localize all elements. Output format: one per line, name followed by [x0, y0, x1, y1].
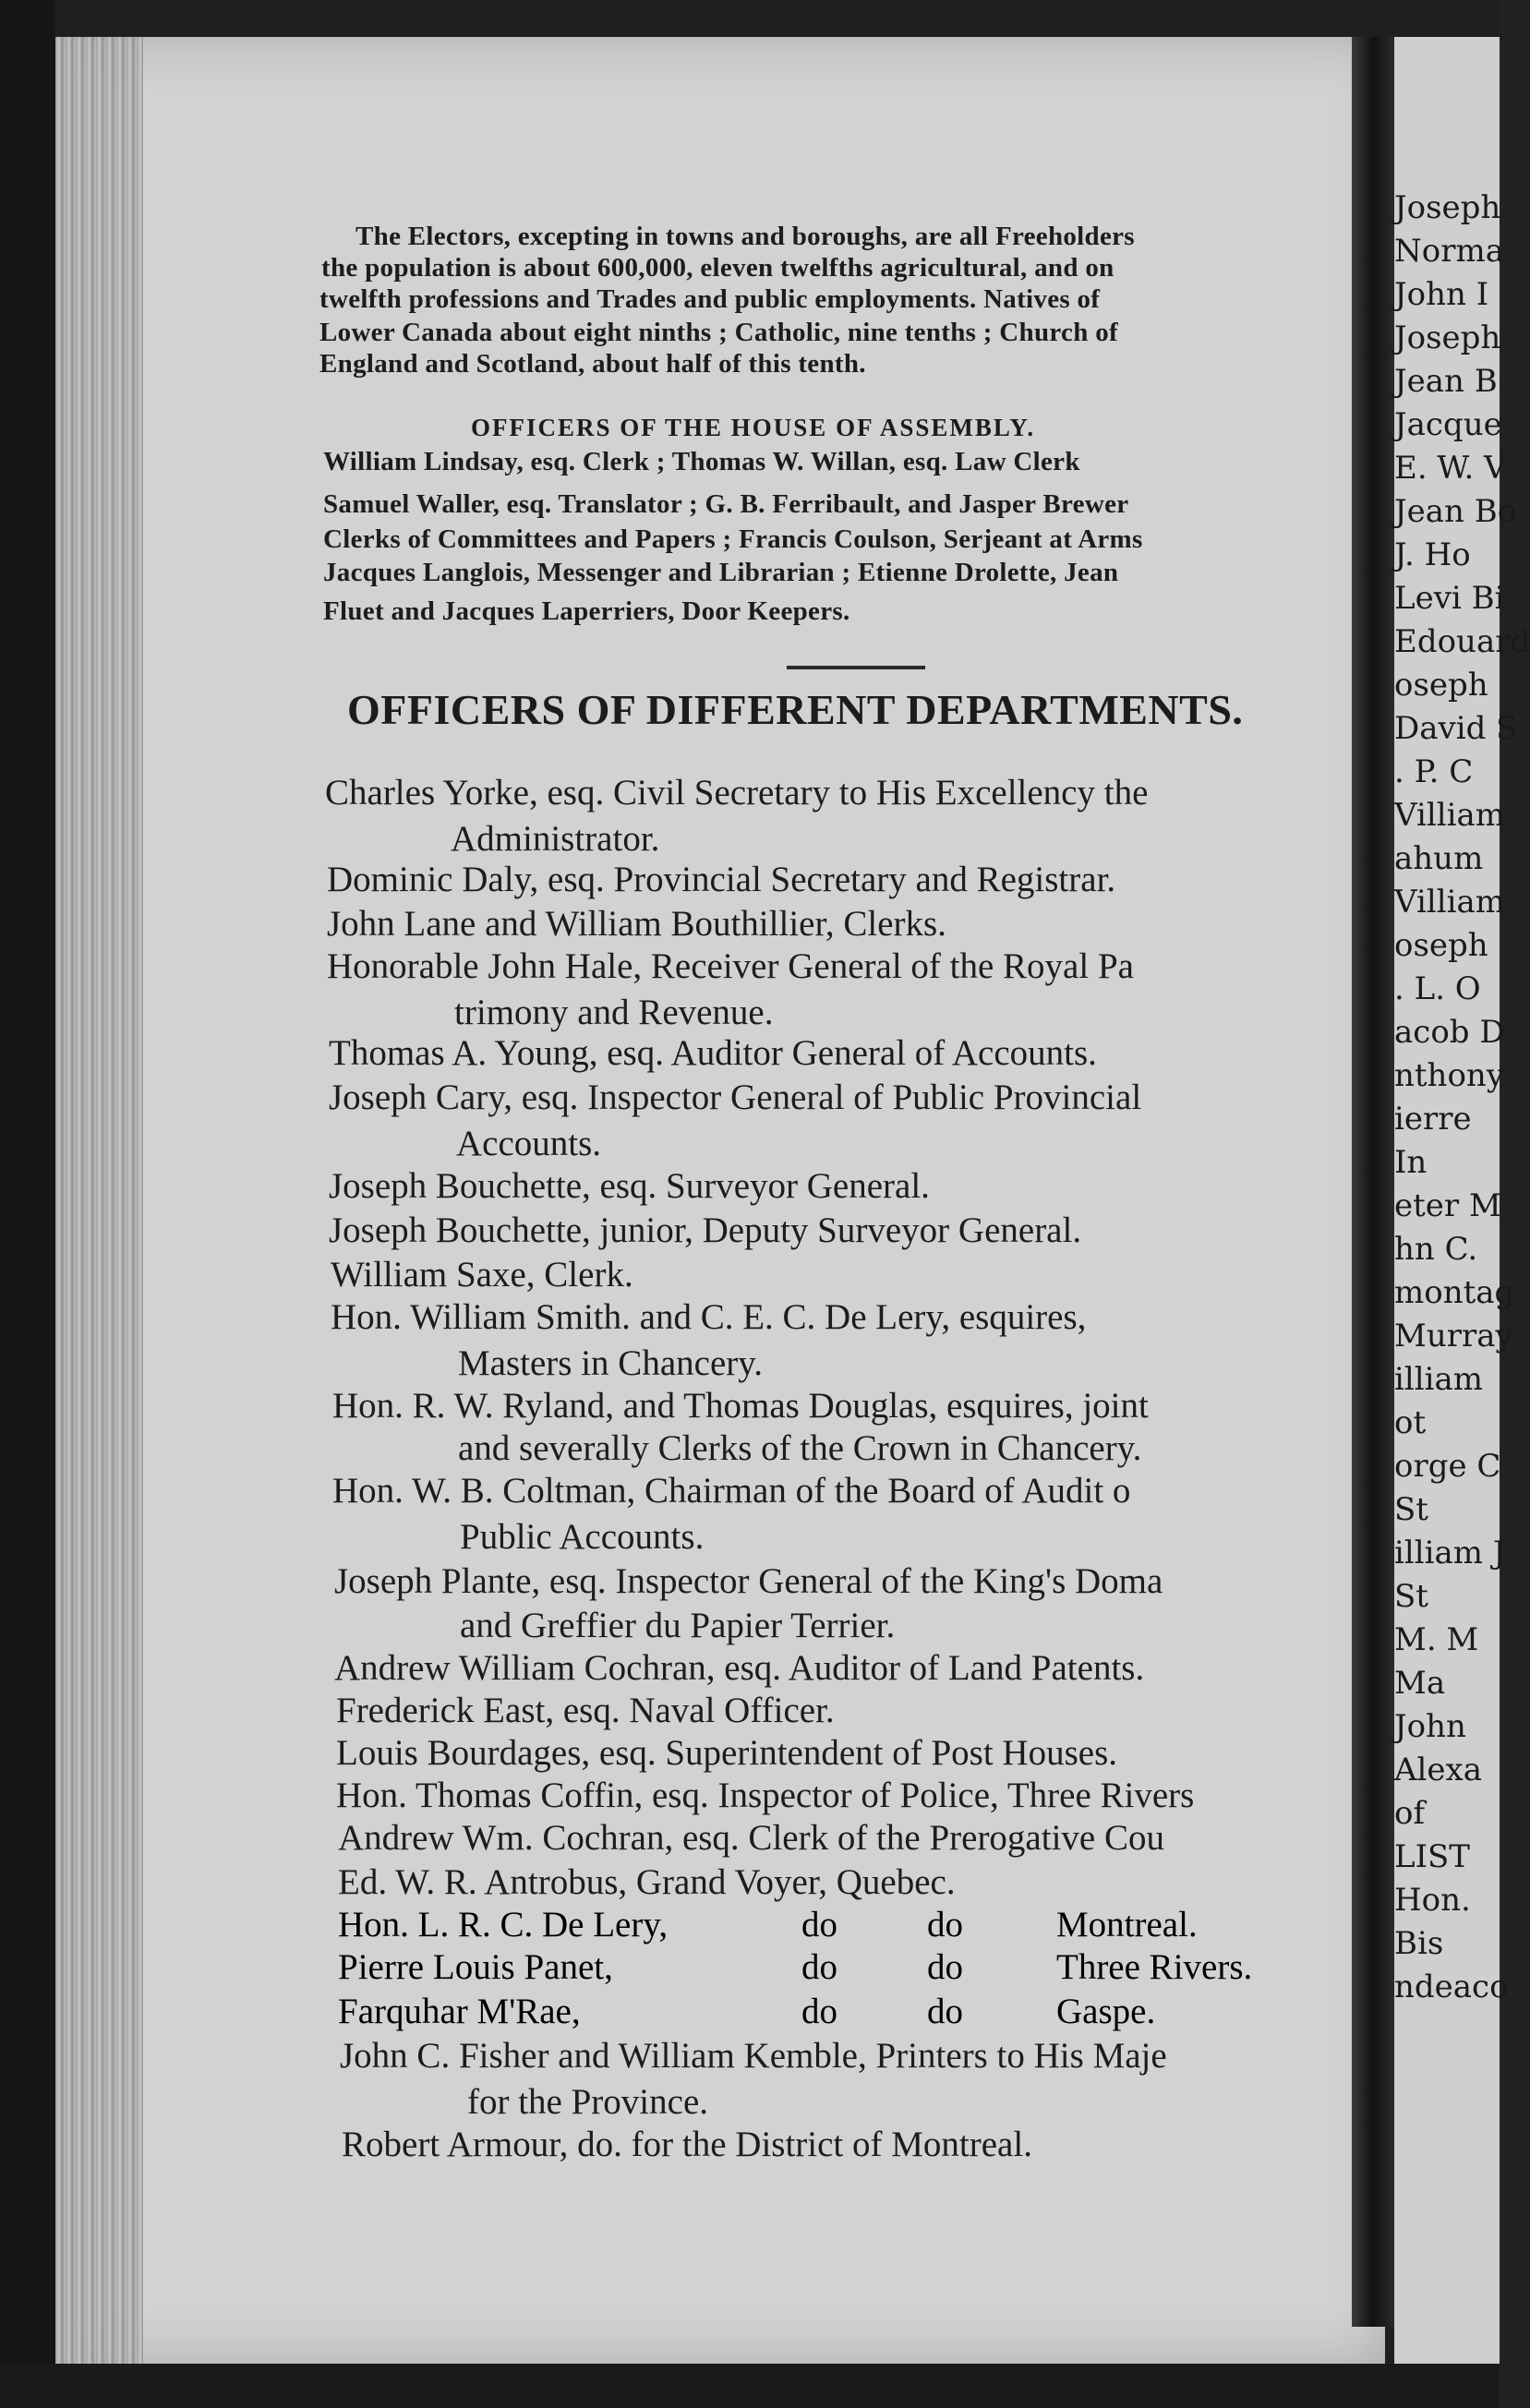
- department-line: Hon. W. B. Coltman, Chairman of the Board of Audit o: [332, 1471, 1131, 1511]
- next-page-fragment: St: [1394, 1578, 1428, 1615]
- department-line: Louis Bourdages, esq. Superintendent of Post Houses.: [336, 1733, 1118, 1773]
- department-line: Frederick East, esq. Naval Officer.: [336, 1691, 835, 1730]
- assembly-line: Clerks of Committees and Papers ; Francis Coulson, Serjeant at Arms: [323, 524, 1143, 554]
- department-line: John Lane and William Bouthillier, Clerks.: [327, 904, 946, 944]
- next-page-fragment: orge C: [1394, 1448, 1501, 1485]
- department-line: Joseph Bouchette, esq. Surveyor General.: [329, 1166, 930, 1206]
- department-line: Accounts.: [456, 1124, 602, 1163]
- next-page-fragment: Joseph: [1394, 189, 1501, 226]
- department-line: Charles Yorke, esq. Civil Secretary to His Excellency the: [325, 773, 1149, 813]
- voyer-place: Montreal.: [1056, 1905, 1198, 1944]
- department-line: Administrator.: [451, 819, 660, 859]
- next-page-fragment: Ma: [1394, 1665, 1446, 1702]
- next-page-fragment: Villiam: [1394, 884, 1505, 921]
- next-page-fragment: oseph: [1394, 667, 1488, 704]
- next-page-fragment: John I: [1394, 276, 1489, 313]
- assembly-line: Fluet and Jacques Laperriers, Door Keepers.: [323, 596, 850, 626]
- next-page-fragment: Villiam: [1394, 797, 1505, 834]
- department-line: trimony and Revenue.: [454, 993, 774, 1032]
- next-page-fragment: illiam: [1394, 1361, 1484, 1398]
- next-page-fragment: Murray: [1394, 1318, 1513, 1354]
- department-line: Andrew William Cochran, esq. Auditor of Land Patents.: [334, 1648, 1145, 1688]
- voyer-do: do: [927, 1947, 963, 1987]
- intro-line: England and Scotland, about half of this tenth.: [319, 349, 866, 379]
- department-line: Joseph Plante, esq. Inspector General of the King's Doma: [334, 1561, 1163, 1601]
- next-page-fragment: oseph: [1394, 927, 1488, 964]
- voyer-do: do: [801, 1905, 837, 1944]
- voyer-place: Three Rivers.: [1056, 1947, 1253, 1987]
- voyer-do: do: [801, 1947, 837, 1987]
- intro-line: the population is about 600,000, eleven twelfths agricultural, and on: [321, 253, 1114, 283]
- intro-line: twelfth professions and Trades and public employments. Natives of: [319, 284, 1101, 314]
- next-page-fragment: Joseph: [1394, 319, 1501, 356]
- next-page-fragment: Jean Bo: [1394, 493, 1517, 530]
- next-page-fragment: . L. O: [1394, 970, 1481, 1007]
- next-page-fragment: Bis: [1394, 1925, 1444, 1962]
- voyer-do: do: [801, 1992, 837, 2031]
- department-line: Hon. William Smith. and C. E. C. De Lery, esquires,: [331, 1297, 1087, 1337]
- next-page-fragment: Norma: [1394, 233, 1504, 270]
- next-page-fragment: ierre: [1394, 1101, 1472, 1138]
- department-line: Masters in Chancery.: [458, 1343, 763, 1383]
- department-line: Andrew Wm. Cochran, esq. Clerk of the Prerogative Cou: [338, 1818, 1164, 1858]
- department-line: Honorable John Hale, Receiver General of the Royal Pa: [327, 946, 1134, 986]
- department-line: Joseph Cary, esq. Inspector General of Public Provincial: [329, 1078, 1142, 1117]
- next-page-fragment: John: [1394, 1708, 1466, 1745]
- department-line: Joseph Bouchette, junior, Deputy Surveyor General.: [329, 1210, 1082, 1250]
- next-page-fragment: nthony: [1394, 1057, 1505, 1094]
- assembly-line: William Lindsay, esq. Clerk ; Thomas W. Willan, esq. Law Clerk: [323, 447, 1080, 476]
- next-page-fragment: ot: [1394, 1404, 1427, 1441]
- closing-line: Robert Armour, do. for the District of Montreal.: [342, 2125, 1032, 2164]
- department-line: Hon. R. W. Ryland, and Thomas Douglas, esquires, joint: [332, 1386, 1149, 1426]
- section-divider: [787, 666, 925, 669]
- intro-line: The Electors, excepting in towns and boroughs, are all Freeholders: [355, 222, 1135, 251]
- assembly-line: Samuel Waller, esq. Translator ; G. B. Ferribault, and Jasper Brewer: [323, 489, 1129, 519]
- voyer-do: do: [927, 1905, 963, 1944]
- next-page-fragment: ahum: [1394, 840, 1484, 877]
- next-page-fragment: of: [1394, 1795, 1426, 1832]
- intro-line: Lower Canada about eight ninths ; Catholic, nine tenths ; Church of: [319, 318, 1118, 347]
- department-line: and Greffier du Papier Terrier.: [460, 1606, 896, 1645]
- assembly-line: Jacques Langlois, Messenger and Librarian ; Etienne Drolette, Jean: [323, 558, 1119, 587]
- department-line: Ed. W. R. Antrobus, Grand Voyer, Quebec.: [338, 1862, 956, 1902]
- next-page-fragment: Levi Bi: [1394, 580, 1505, 617]
- voyer-place: Gaspe.: [1056, 1992, 1156, 2031]
- next-page-fragment: In: [1394, 1144, 1428, 1181]
- next-page-fragment: J. Ho: [1394, 536, 1471, 573]
- department-line: Public Accounts.: [460, 1517, 705, 1557]
- next-page-fragment: David S: [1394, 710, 1518, 747]
- next-page-fragment: illiam J: [1394, 1535, 1506, 1571]
- next-page-fragment: montag: [1394, 1274, 1515, 1311]
- next-page-fragment: Hon.: [1394, 1882, 1471, 1919]
- closing-line: John C. Fisher and William Kemble, Printers to His Maje: [340, 2036, 1167, 2076]
- next-page-fragment: acob D: [1394, 1014, 1505, 1051]
- department-line: and severally Clerks of the Crown in Chancery.: [458, 1428, 1142, 1468]
- voyer-do: do: [927, 1992, 963, 2031]
- next-page-fragment: Edouard: [1394, 623, 1530, 660]
- department-line: Dominic Daly, esq. Provincial Secretary and Registrar.: [327, 860, 1116, 899]
- departments-heading: OFFICERS OF DIFFERENT DEPARTMENTS.: [347, 686, 1244, 733]
- department-line: William Saxe, Clerk.: [331, 1255, 633, 1294]
- assembly-heading: OFFICERS OF THE HOUSE OF ASSEMBLY.: [471, 414, 1036, 441]
- next-page-fragment: E. W. V: [1394, 450, 1507, 487]
- department-line: Thomas A. Young, esq. Auditor General of Accounts.: [329, 1033, 1097, 1073]
- voyer-name: Hon. L. R. C. De Lery,: [338, 1905, 669, 1944]
- next-page-fragment: eter M: [1394, 1187, 1501, 1224]
- next-page-fragment: ndeaco: [1394, 1969, 1509, 2005]
- next-page-fragment: Jacque: [1394, 406, 1502, 443]
- voyer-name: Farquhar M'Rae,: [338, 1992, 581, 2031]
- next-page-fragment: . P. C: [1394, 753, 1474, 790]
- next-page-fragment: hn C.: [1394, 1231, 1478, 1268]
- next-page-fragment: M. M: [1394, 1621, 1479, 1658]
- next-page-fragment: Alexa: [1394, 1752, 1482, 1788]
- next-page-fragment: LIST: [1394, 1838, 1470, 1875]
- next-page-fragment: St: [1394, 1491, 1428, 1528]
- closing-line: for the Province.: [467, 2082, 709, 2122]
- voyer-name: Pierre Louis Panet,: [338, 1947, 613, 1987]
- department-line: Hon. Thomas Coffin, esq. Inspector of Police, Three Rivers: [336, 1776, 1195, 1815]
- next-page-fragment: Jean B: [1394, 363, 1498, 400]
